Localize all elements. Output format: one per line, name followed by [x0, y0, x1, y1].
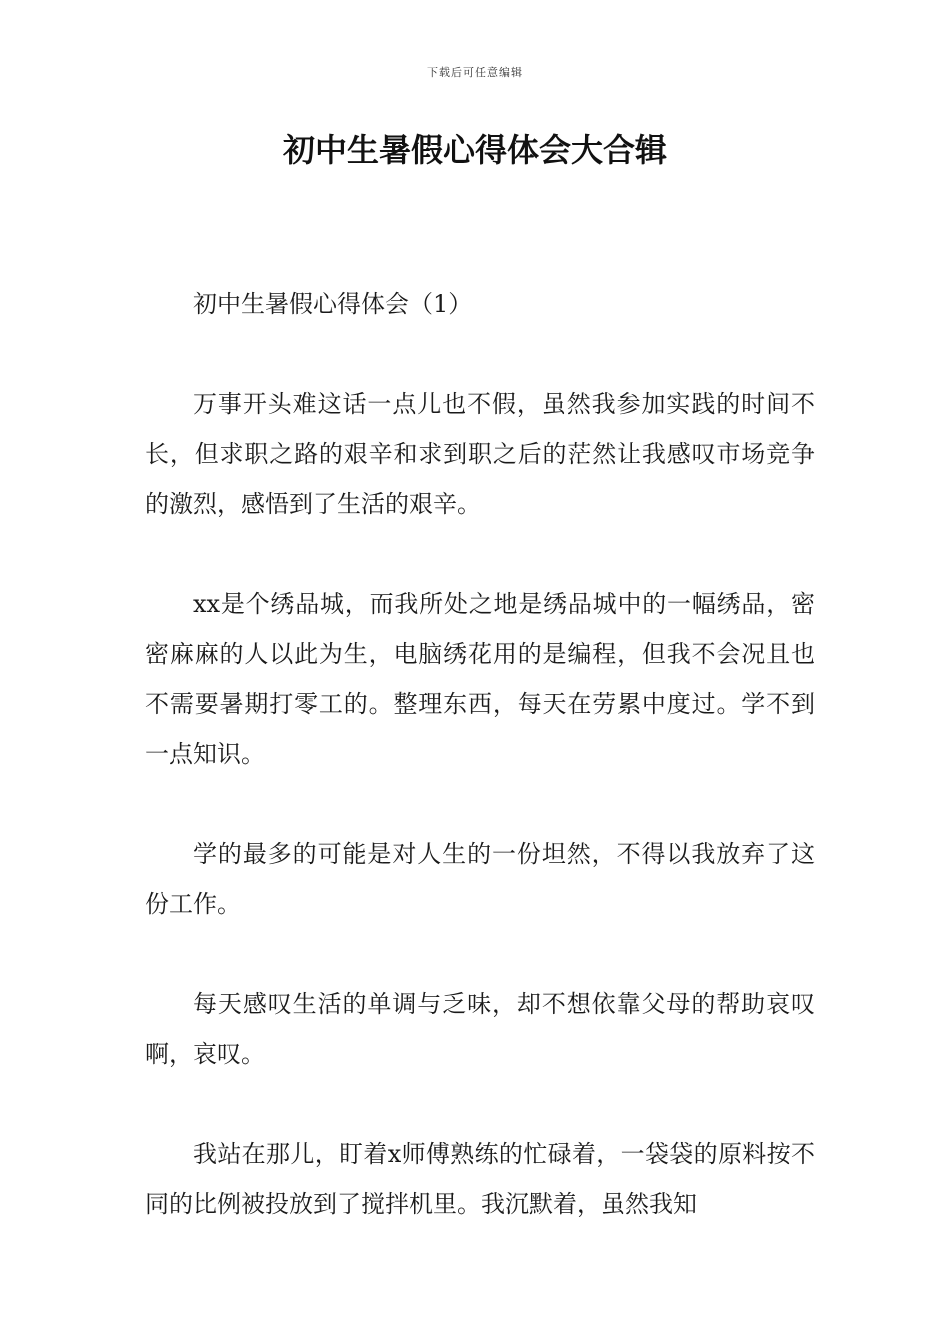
paragraph-1: 万事开头难这话一点儿也不假，虽然我参加实践的时间不长，但求职之路的艰辛和求到职之后的茫然让我感叹市场竞争的激烈，感悟到了生活的艰辛。	[145, 390, 815, 518]
paragraph-4: 每天感叹生活的单调与乏味，却不想依靠父母的帮助哀叹啊，哀叹。	[145, 990, 815, 1068]
document-title: 初中生暑假心得体会大合辑	[282, 131, 667, 169]
paragraph-5: 我站在那儿，盯着x师傅熟练的忙碌着，一袋袋的原料按不同的比例被投放到了搅拌机里。我沉默着，虽然我知	[145, 1140, 815, 1218]
paragraph-3: 学的最多的可能是对人生的一份坦然，不得以我放弃了这份工作。	[145, 840, 815, 918]
document-body	[145, 279, 815, 1279]
header-note: 下载后可任意编辑	[427, 66, 523, 79]
paragraph-2: xx是个绣品城，而我所处之地是绣品城中的一幅绣品，密密麻麻的人以此为生，电脑绣花用的是编程，但我不会况且也不需要暑期打零工的。整理东西，每天在劳累中度过。学不到一点知识。	[145, 590, 815, 768]
section-heading: 初中生暑假心得体会（1）	[193, 290, 473, 318]
